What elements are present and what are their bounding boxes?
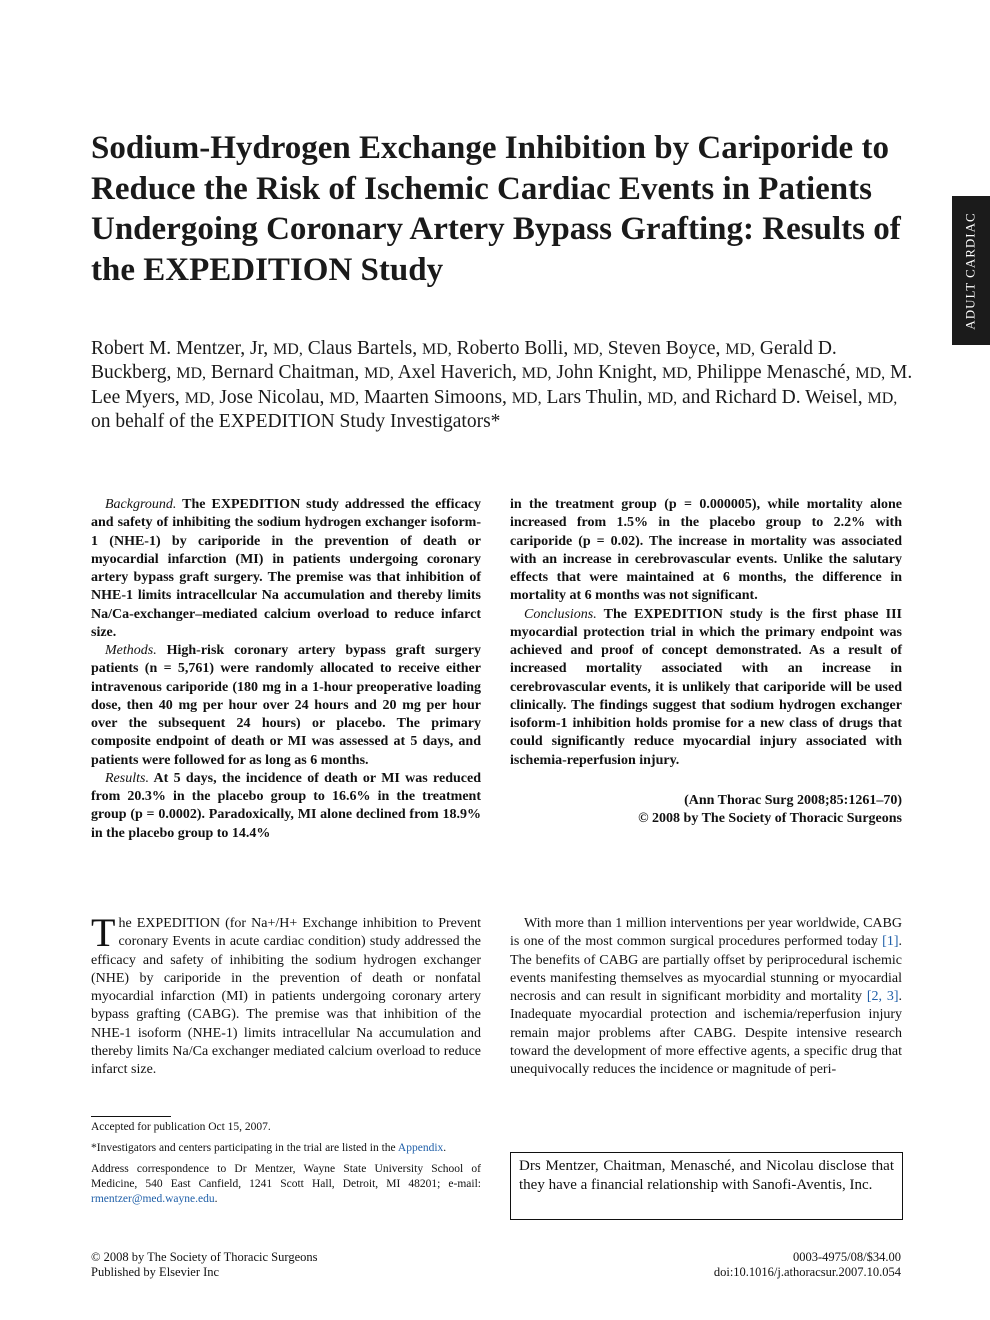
reference-link-2-3[interactable]: [2, 3] <box>866 989 899 1004</box>
author-degree: MD, <box>867 389 898 407</box>
author-degree: MD, <box>521 365 552 383</box>
results-text-part1: At 5 days, the incidence of death or MI was reduced from 20.3% in the placebo group to 16.6% in the treatment group (p = 0.0002). Paradoxically, MI alone declined from 18.9% in the placebo group to 14.4% <box>91 770 481 841</box>
conclusions-label: Conclusions. <box>524 606 597 622</box>
author-name: Maarten Simoons, <box>363 386 507 408</box>
body-left-column <box>91 910 481 1079</box>
author-degree: MD, <box>511 389 542 407</box>
author-degree: MD, <box>273 341 303 358</box>
accepted-note: Accepted for publication Oct 15, 2007. <box>91 1121 271 1133</box>
author-name: Roberto Bolli, <box>456 338 569 359</box>
footer-left <box>91 1250 491 1280</box>
address-text: Address correspondence to Dr Mentzer, Wayne State University School of Medicine, 540 East Canfield, 1241 Scott Hall, Detroit, MI 48201; e-mail: <box>91 1163 481 1190</box>
footnote-divider <box>91 1116 171 1117</box>
author-name: Steven Boyce, <box>607 338 721 359</box>
author-degree: MD, <box>329 389 360 407</box>
body-right-column <box>510 915 902 1079</box>
reference-link-1[interactable]: [1] <box>882 934 899 950</box>
author-name: Bernard Chaitman, <box>210 362 360 384</box>
author-name: and Richard D. Weisel, <box>682 386 863 408</box>
intro-paragraph <box>91 910 481 1079</box>
footer-doi: doi:10.1016/j.athoracsur.2007.10.054 <box>713 1265 901 1279</box>
disclosure-box <box>510 1152 903 1220</box>
background-label: Background. <box>105 497 177 512</box>
footer-right <box>560 1250 901 1280</box>
footer-copyright: © 2008 by The Society of Thoracic Surgeons <box>91 1250 318 1264</box>
author-name: John Knight, <box>556 362 658 384</box>
intro-text: he EXPEDITION (for Na+/H+ Exchange inhibition to Prevent coronary Events in acute cardiac condition) study addressed the efficacy and safety of inhibiting the sodium hydrogen exchanger (NHE) by cariporide in the prevention of death or nonfatal myocardial infarction (MI) in patients undergoing coronary artery bypass grafting (CABG). The premise was that inhibition of the NHE-1 isoform (NHE-1) limits intracellular Na accumulation and thereby limits Na/Ca exchanger mediated calcium overload to reduce infarct size. <box>91 916 481 1077</box>
author-name: Jose Nicolau, <box>219 386 325 408</box>
abstract-right-column <box>510 496 902 828</box>
email-link[interactable]: rmentzer@med.wayne.edu <box>91 1193 215 1205</box>
author-degree: MD, <box>184 389 215 407</box>
appendix-link[interactable]: Appendix <box>397 1142 444 1154</box>
correspondence-note <box>91 1162 481 1207</box>
abstract-results-continued: in the treatment group (p = 0.000005), while mortality alone increased from 1.5% in the placebo group to 2.2% with cariporide (p = 0.02). The increase in mortality was associated with an increase in cerebrovascular events. Unlike the salutary effects that were maintained at 6 months, the difference in mortality at 6 months was not significant. <box>510 497 902 604</box>
author-degree: MD, <box>176 365 206 383</box>
methods-text: High-risk coronary artery bypass graft surgery patients (n = 5,761) were randomly allocated to receive either intravenous cariporide (180 mg in a 1-hour preoperative loading dose, then 40 mg per hour over 24 hours and 20 mg per hour over the subsequent 24 hours) or placebo. The primary composite endpoint of death or MI was assessed at 5 days, and patients were followed for as long as 6 months. <box>91 643 481 768</box>
author-degree: MD, <box>364 365 394 383</box>
body-text-b: . The benefits of CABG are partially offset by periprocedural ischemic events manifesting themselves as myocardial stunning or myocardial necrosis and can result in significant morbidity and mortality <box>510 934 902 1004</box>
author-degree: MD, <box>573 341 603 358</box>
footer-publisher: Published by Elsevier Inc <box>91 1265 220 1279</box>
abstract-left-column <box>91 496 481 843</box>
investigators-note <box>91 1141 481 1156</box>
section-tab <box>952 196 990 345</box>
author-name: on behalf of the EXPEDITION Study Investigators* <box>91 410 501 432</box>
email-end: . <box>214 1193 218 1205</box>
section-tab-label: ADULT CARDIAC <box>963 211 978 330</box>
investigators-text: *Investigators and centers participating in the trial are listed in the <box>91 1142 396 1154</box>
methods-label: Methods. <box>105 643 157 658</box>
abstract-methods <box>91 642 481 770</box>
author-degree: MD, <box>725 341 756 358</box>
conclusions-text: The EXPEDITION study is the first phase III myocardial protection trial in which the primary endpoint was achieved and proof of concept demonstrated. As a result of increased mortality associated with an increase in cerebrovascular events, it is unlikely that cariporide will be used clinically. The findings suggest that sodium hydrogen exchanger isoform-1 inhibition holds promise for a new class of drugs that could significantly reduce myocardial injury associated with ischemia-reperfusion injury. <box>510 606 902 768</box>
disclosure-text: Drs Mentzer, Chaitman, Menasché, and Nicolau disclose that they have a financial relationship with Sanofi-Aventis, Inc. <box>519 1158 894 1193</box>
author-name: Robert M. Mentzer, Jr, <box>91 338 269 359</box>
author-degree: MD, <box>421 341 452 358</box>
journal-citation: (Ann Thorac Surg 2008;85:1261–70) <box>684 792 902 808</box>
abstract-conclusions <box>510 606 902 770</box>
body-text-c: . Inadequate myocardial protection and ischemia/reperfusion injury remain major problems after CABG. Despite intensive research toward the development of more effective agents, a specific drug that unequivocally reduces the incidence or magnitude of peri- <box>510 989 903 1077</box>
abstract-copyright: © 2008 by The Society of Thoracic Surgeons <box>638 811 902 826</box>
footnotes <box>91 1120 481 1207</box>
drop-cap: T <box>91 910 116 955</box>
author-name: Gerald D. Buckberg, <box>91 338 837 384</box>
author-name: Claus Bartels, <box>307 338 418 359</box>
article-title: Sodium-Hydrogen Exchange Inhibition by Cariporide to Reduce the Risk of Ischemic Cardiac Events in Patients Undergoing Coronary Artery Bypass Grafting: Results of the EXPEDITION Study <box>91 130 901 288</box>
investigators-end: . <box>443 1142 447 1154</box>
results-label: Results. <box>105 770 149 786</box>
body-text-a: With more than 1 million interventions per year worldwide, CABG is one of the most common surgical procedures performed today <box>510 916 902 950</box>
background-text: The EXPEDITION study addressed the efficacy and safety of inhibiting the sodium hydrogen exchanger isoform-1 (NHE-1) by cariporide in the prevention of death or myocardial infarction (MI) in patients undergoing coronary artery bypass graft surgery. The premise was that inhibition of NHE-1 limits intracellcular Na accumulation and thereby limits Na/Ca-exchanger–mediated calcium overload to reduce infarct size. <box>91 497 481 640</box>
author-degree: MD, <box>662 365 692 383</box>
abstract-results <box>91 770 481 843</box>
abstract-background <box>91 496 481 642</box>
author-name: Philippe Menasché, <box>696 362 851 384</box>
author-name: Lars Thulin, <box>546 386 643 408</box>
author-degree: MD, <box>855 365 886 383</box>
footer-issn: 0003-4975/08/$34.00 <box>793 1250 901 1264</box>
author-name: M. Lee Myers, <box>91 362 913 408</box>
author-degree: MD, <box>647 389 678 407</box>
author-list <box>91 337 921 433</box>
body-paragraph <box>510 915 902 1079</box>
author-name: Axel Haverich, <box>397 362 517 384</box>
